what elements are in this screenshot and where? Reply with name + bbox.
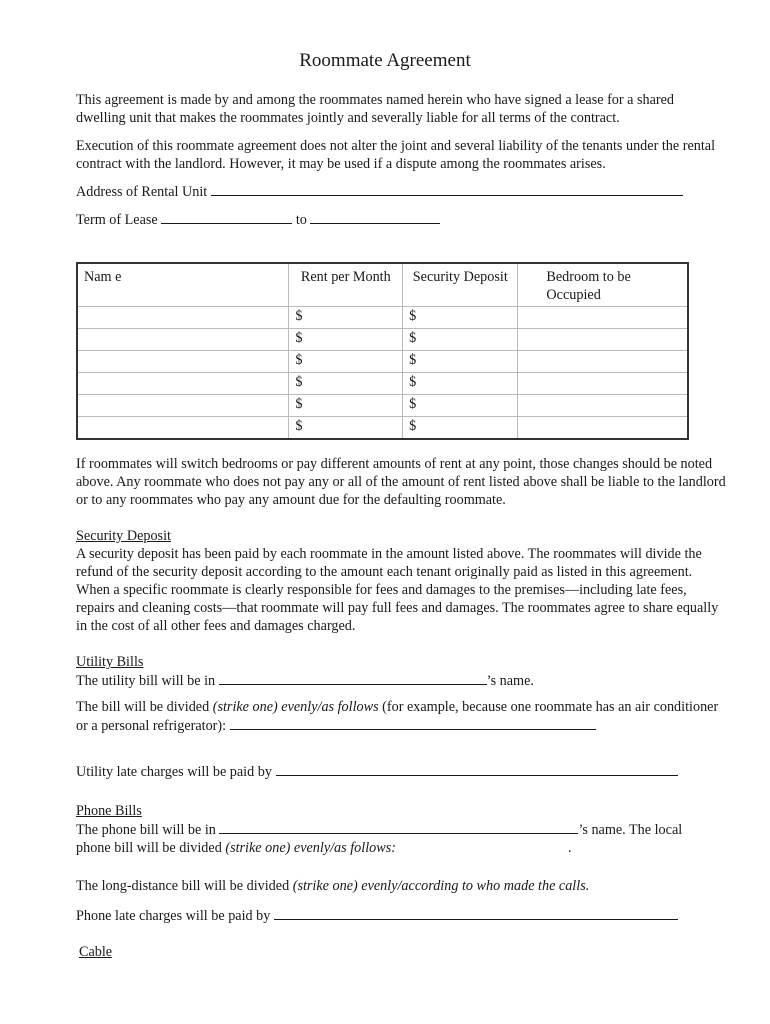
security-section [76,527,726,635]
table-header-row [77,263,688,307]
phone-name-row [76,820,726,839]
execution-paragraph: Execution of this roommate agreement does not alter the joint and several liability of the tenants under the rental contract with the landlord. However, it may be used if a dispute among the roommates arises. [76,138,716,172]
bedroom-cell[interactable] [518,307,688,329]
header-bedroom: Bedroom to be Occupied [518,263,688,307]
term-start-field[interactable] [161,210,292,224]
address-field[interactable] [211,182,683,196]
table-row [77,307,688,329]
rent-cell[interactable]: $ [289,351,403,373]
phone-local-pre: phone bill will be divided [76,840,222,856]
utility-bill-in-label: The utility bill will be in [76,673,216,689]
utility-name-field[interactable] [219,671,487,685]
bedroom-cell[interactable] [518,395,688,417]
phone-name-field[interactable] [219,820,578,834]
phone-local-italic: (strike one) evenly/as follows: [225,840,396,856]
phone-name-suffix: ’s name. The local [578,822,683,838]
phone-bill-in-label: The phone bill will be in [76,822,216,838]
table-row [77,351,688,373]
utility-late-row [76,762,678,781]
name-cell[interactable] [77,329,289,351]
phone-late-label: Phone late charges will be paid by [76,908,271,924]
rent-cell[interactable]: $ [289,417,403,440]
roommate-table [76,262,689,440]
cable-heading: Cable [79,944,113,960]
security-heading: Security Deposit [76,528,171,544]
phone-local-period: . [567,840,572,856]
utility-section [76,653,726,690]
term-end-field[interactable] [310,210,440,224]
name-cell[interactable] [77,417,289,440]
deposit-cell[interactable]: $ [403,417,518,440]
phone-late-row [76,906,678,925]
phone-section [76,802,726,857]
utility-divided-italic: (strike one) evenly/as follows [212,699,379,715]
header-rent: Rent per Month [289,263,403,307]
switch-note: If roommates will switch bedrooms or pay different amounts of rent at any point, those changes should be noted above. Any roommate who does not pay any or all of the amount of rent listed above shall be liable to the landlord or to any roommates who pay any amount due for the defaulting roommate. [76,456,726,508]
bedroom-cell[interactable] [518,417,688,440]
deposit-cell[interactable]: $ [403,395,518,417]
utility-name-suffix: ’s name. [486,673,534,689]
utility-divided-pre: The bill will be divided [76,699,210,715]
header-deposit: Security Deposit [403,263,518,307]
rent-cell[interactable]: $ [289,373,403,395]
deposit-cell[interactable]: $ [403,351,518,373]
table-row [77,395,688,417]
deposit-cell[interactable]: $ [403,329,518,351]
name-cell[interactable] [77,373,289,395]
term-row [76,210,440,229]
page-title: Roommate Agreement [299,50,471,71]
phone-late-field[interactable] [274,906,678,920]
name-cell[interactable] [77,351,289,373]
address-label: Address of Rental Unit [76,184,208,200]
utility-name-row [76,671,726,690]
header-name: Nam e [77,263,289,307]
utility-late-field[interactable] [276,762,678,776]
utility-division [76,698,726,735]
utility-division-field[interactable] [230,716,596,730]
table-row [77,373,688,395]
term-label: Term of Lease [76,212,158,228]
phone-heading: Phone Bills [76,803,142,819]
utility-heading: Utility Bills [76,654,144,670]
rent-cell[interactable]: $ [289,329,403,351]
term-to-label: to [295,212,307,228]
intro-paragraph: This agreement is made by and among the roommates named herein who have signed a lease for a shared dwelling unit that makes the roommates jointly and severally liable for all terms of the contract. [76,92,675,126]
table-row [77,417,688,440]
utility-late-label: Utility late charges will be paid by [76,764,272,780]
phone-local-row [76,839,726,857]
name-cell[interactable] [77,307,289,329]
deposit-cell[interactable]: $ [403,307,518,329]
name-cell[interactable] [77,395,289,417]
address-row [76,182,683,201]
phone-long-pre: The long-distance bill will be divided [76,878,290,894]
phone-long-row [76,878,589,895]
bedroom-cell[interactable] [518,373,688,395]
rent-cell[interactable]: $ [289,307,403,329]
phone-long-italic: (strike one) evenly/according to who made the calls. [292,878,590,894]
security-body: A security deposit has been paid by each roommate in the amount listed above. The roommates will divide the refund of the security deposit according to the amount each tenant originally paid as listed in this agreement. When a specific roommate is clearly responsible for fees and damages to the premises—including late fees, repairs and cleaning costs—that roommate will pay full fees and damages. The roommates agree to share equally in the cost of all other fees and damages charged. [76,546,719,634]
table-row [77,329,688,351]
deposit-cell[interactable]: $ [403,373,518,395]
utility-divided-post: (for example, because one roommate has an air conditioner or a personal refrigerator): [76,699,719,734]
bedroom-cell[interactable] [518,329,688,351]
bedroom-cell[interactable] [518,351,688,373]
rent-cell[interactable]: $ [289,395,403,417]
